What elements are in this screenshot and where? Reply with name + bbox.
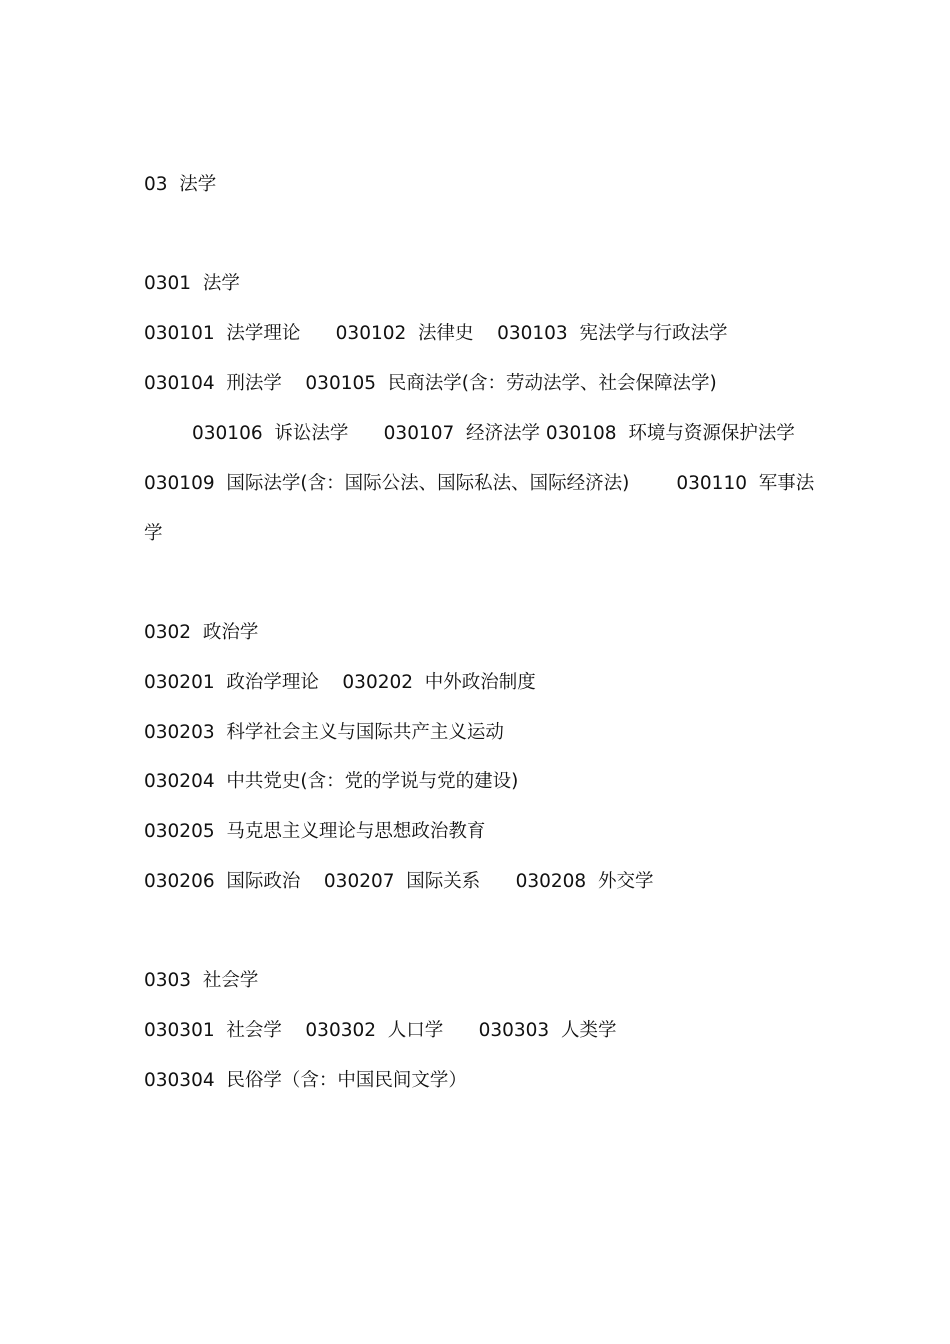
text-line: 030109 国际法学(含：国际公法、国际私法、国际经济法) 030110 军事法 bbox=[144, 473, 815, 494]
text-line: 030101 法学理论 030102 法律史 030103 宪法学与行政法学 bbox=[144, 323, 728, 344]
text-line: 学 bbox=[144, 523, 163, 544]
text-line: 030201 政治学理论 030202 中外政治制度 bbox=[144, 672, 536, 693]
text-line: 030205 马克思主义理论与思想政治教育 bbox=[144, 821, 486, 842]
text-line: 030106 诉讼法学 030107 经济法学 030108 环境与资源保护法学 bbox=[192, 423, 795, 444]
section-heading-0302: 0302 政治学 bbox=[144, 622, 259, 643]
text-line: 030304 民俗学（含：中国民间文学） bbox=[144, 1070, 467, 1091]
text-line: 030301 社会学 030302 人口学 030303 人类学 bbox=[144, 1020, 617, 1041]
text-line: 030104 刑法学 030105 民商法学(含：劳动法学、社会保障法学) bbox=[144, 373, 717, 394]
section-heading-0303: 0303 社会学 bbox=[144, 970, 259, 991]
text-line: 030204 中共党史(含：党的学说与党的建设) bbox=[144, 771, 519, 792]
section-heading-0301: 0301 法学 bbox=[144, 273, 240, 294]
text-line: 030203 科学社会主义与国际共产主义运动 bbox=[144, 722, 504, 743]
text-line: 030206 国际政治 030207 国际关系 030208 外交学 bbox=[144, 871, 654, 892]
discipline-heading: 03 法学 bbox=[144, 174, 217, 195]
